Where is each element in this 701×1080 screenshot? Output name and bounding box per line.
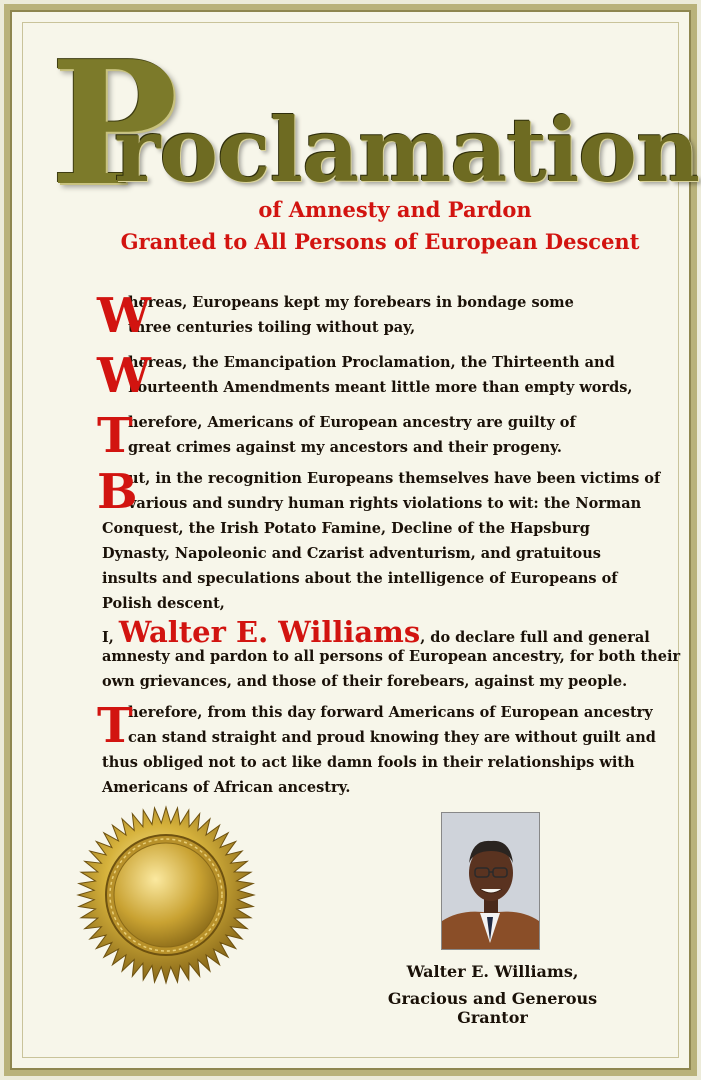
drop-cap: T — [97, 698, 133, 754]
drop-cap: W — [97, 348, 151, 404]
signature-name: Walter E. Williams, — [406, 962, 579, 981]
paragraph-4 — [97, 464, 661, 616]
paragraph-line: Conquest, the Irish Potato Famine, Decline of the Hapsburg — [102, 520, 590, 537]
declaration-suffix: , do declare full and general — [420, 629, 650, 646]
paragraph-line: Americans of African ancestry. — [102, 779, 351, 796]
paragraph-line: amnesty and pardon to all persons of European ancestry, for both their — [102, 648, 681, 665]
paragraph-line: Polish descent, — [102, 595, 225, 612]
paragraph-1 — [97, 288, 647, 344]
grantor-name: Walter E. Williams — [118, 615, 421, 649]
title-rest: roclamation — [114, 98, 699, 202]
paragraph-line: herefore, Americans of European ancestry are guilty of — [128, 414, 576, 431]
paragraph-line: ut, in the recognition Europeans themselves have been victims of — [128, 470, 661, 487]
paragraph-line: hereas, the Emancipation Proclamation, the Thirteenth and — [128, 354, 615, 371]
paragraph-line: Fourteenth Amendments meant little more than empty words, — [128, 379, 633, 396]
drop-cap: B — [97, 464, 138, 520]
subtitle-line-2: Granted to All Persons of European Descent — [120, 229, 640, 254]
portrait-photo — [441, 812, 540, 950]
paragraph-line: three centuries toiling without pay, — [128, 319, 416, 336]
paragraph-line: thus obliged not to act like damn fools in their relationships with — [102, 754, 635, 771]
drop-cap: T — [97, 408, 133, 464]
paragraph-line: insults and speculations about the intelligence of Europeans of — [102, 570, 618, 587]
paragraph-line: hereas, Europeans kept my forebears in bondage some — [128, 294, 574, 311]
paragraph-line: own grievances, and those of their forebears, against my people. — [102, 673, 628, 690]
paragraph-line: herefore, from this day forward Americans of European ancestry — [128, 704, 653, 721]
drop-cap: W — [97, 288, 151, 344]
paragraph-line: Dynasty, Napoleonic and Czarist adventurism, and gratuitous — [102, 545, 601, 562]
paragraph-line: various and sundry human rights violations to wit: the Norman — [128, 495, 642, 512]
gold-seal-icon — [76, 805, 256, 985]
subtitle-line-1: of Amnesty and Pardon — [258, 197, 532, 222]
paragraph-line: great crimes against my ancestors and their progeny. — [128, 439, 562, 456]
declaration-prefix: I, — [102, 629, 119, 646]
paragraph-6 — [97, 698, 656, 800]
signature-role: Gracious and Generous Grantor — [387, 989, 598, 1027]
paragraph-3 — [97, 408, 647, 464]
paragraph-2 — [97, 348, 647, 404]
paragraph-5 — [102, 615, 681, 694]
title-capital: P — [50, 24, 178, 224]
paragraph-line: can stand straight and proud knowing they are without guilt and — [128, 729, 656, 746]
